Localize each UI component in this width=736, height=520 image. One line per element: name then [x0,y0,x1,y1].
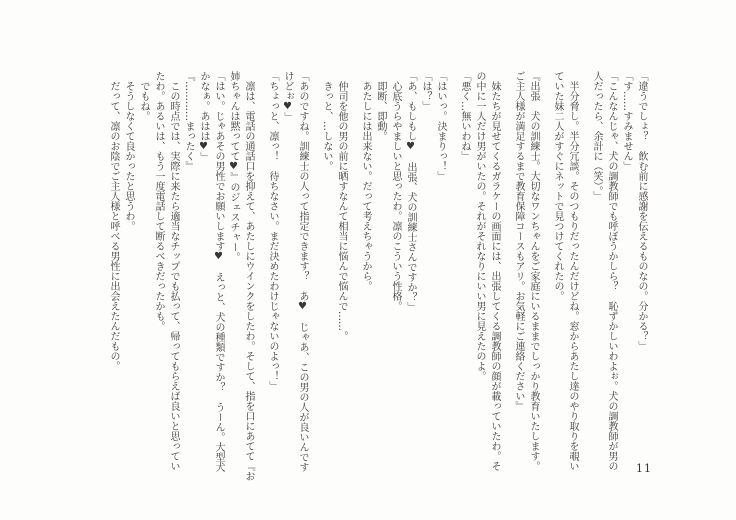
text-line: 心底うらやましいと思ったわ。凛のこういう性格。 [390,81,401,311]
paragraph [589,71,649,471]
text-line: 「こんなんじゃ、犬の調教師でも呼ぼうかしら？ 恥ずかしいわよぉ。犬の調教師が男の [606,71,617,471]
paragraph [511,71,541,471]
text-line: 「悪く…無いわね」 [459,71,470,161]
text-line: 妹たちが見せてくるガラケーの画面には、出張してくる調教師の顔が載っていたわ。そ [489,81,500,471]
page-number: 11 [636,462,652,475]
text-line: 「は？」 [420,71,431,111]
text-line: 『…………まったく』 [183,71,194,171]
text-line: 「あのですね。訓練士の人って指定できます？ あ♥ じゃあ、この男の人が良いんです [297,71,308,472]
text-line: 仲司を他の男の前に晒すなんて相当に悩んで悩んで……。 [336,81,347,341]
text-line: けどぉ♥」 [282,71,293,122]
text-line: でもね。 [138,81,149,121]
text-line: だって、凛のお陰でご主人様と呼べる男性に出会えたんだもの。 [108,81,119,371]
text-line: ていた妹二人がすぐにネットで見つけてくれたの。 [552,71,563,301]
text-line: 「す……すみません」 [621,71,632,171]
paragraph [550,71,580,471]
text-line: そうしなくて良かったと思うわ。 [123,81,134,231]
text-line: 「はい。じゃあその男性でお願いします♥ えっと、犬の種類ですか？ うーん。大型犬 [213,71,224,472]
text-line: の中に一人だけ男がいたの。それがそれなりにいい男に見えたのよ。 [474,71,485,381]
text-line: 姉ちゃんは黙ってて♥』のジェスチャー。 [228,71,239,262]
text-line: 「違うでしょ？ 飲む前に感謝を伝えるものなの。分かる？」 [636,71,647,351]
paragraph [265,71,310,471]
text-line: この時点では、実際に来たら適当なチップでも払って、帰ってもらえば良いと思ってい [168,81,179,471]
text-line: あたしには出来ない。だって考えちゃうから。 [360,81,371,291]
vertical-text-columns [106,71,649,481]
text-line: 即断、即動。 [375,81,386,141]
text-line: 「あ、もしもし♥ 出張、犬の訓練士さんですか？」 [405,71,416,312]
paragraph [106,71,256,481]
text-line: 「ちょっと、凛っ！ 待ちなさい。まだ決めたわけじゃないのよっ！」 [267,71,278,391]
paragraph [319,71,349,471]
text-line: きっと、…しない。 [321,81,332,171]
text-line: 「はいっ。決まりっ！」 [435,71,446,181]
text-line: ご主人様が満足するまで教育保障コースもアリ。お気軽にご連絡ください』 [513,71,524,411]
text-line: たわ。あるいは、もう一度電話して断るべきだったかも。 [153,71,164,331]
paragraph [358,71,448,471]
text-line: 『出張 犬の訓練士。大切なワンちゃんをご家庭にいるままでしっかり教育いたします。 [528,71,539,471]
text-line: 半分脅し。半分冗談。そのつもりだったんだけどね。窓からあたし達のやり取りを覗い [567,81,578,471]
text-line: かなぁ。あはは♥」 [198,71,209,162]
text-line: 凛は、電話の通話口を抑えて、あたしにウインクをしたわ。そして、指を口にあてて『お [243,81,254,481]
text-line: 人だったら、余計に（笑）。」 [591,71,602,201]
paragraph [457,71,502,471]
